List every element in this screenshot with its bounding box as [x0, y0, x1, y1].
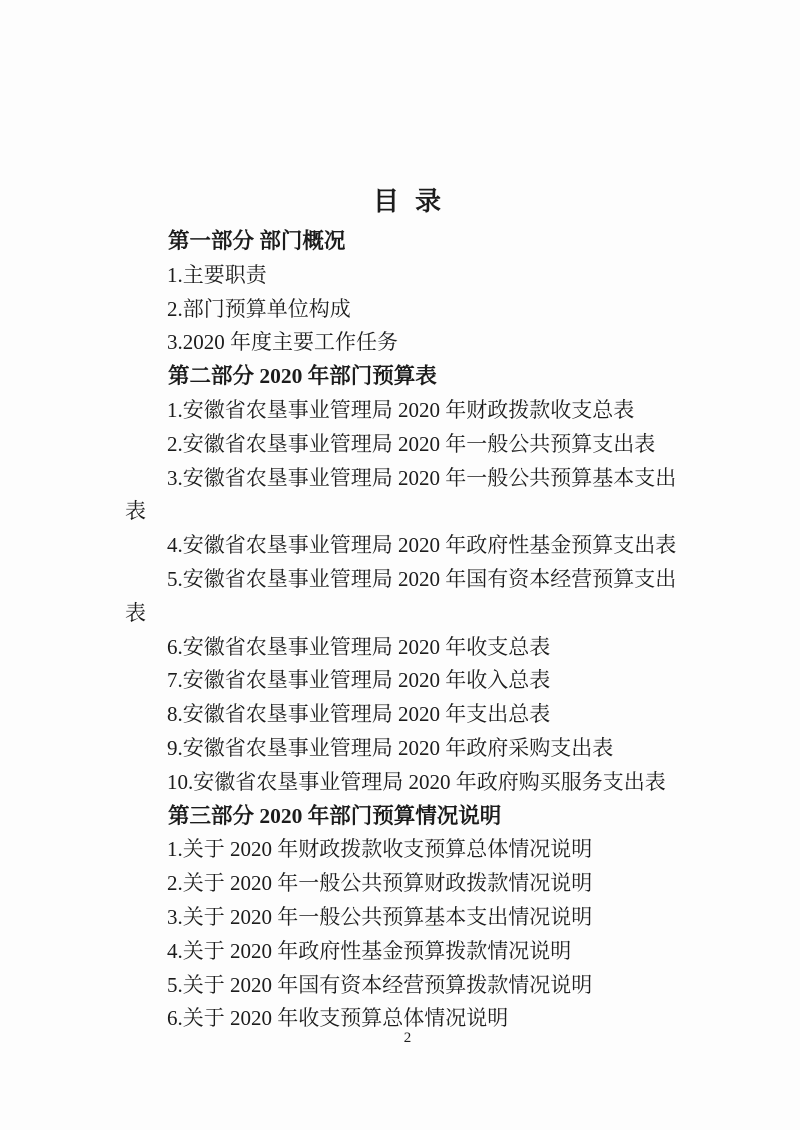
toc-entry-text: 3.关于 2020 年一般公共预算基本支出情况说明 [167, 904, 593, 929]
toc-entry [125, 631, 690, 665]
toc-entry [125, 326, 690, 360]
toc-entry [125, 867, 690, 901]
section-heading-part2: 第二部分 2020 年部门预算表 [168, 364, 437, 389]
toc-entry-text: 10.安徽省农垦事业管理局 2020 年政府购买服务支出表 [167, 769, 666, 794]
toc-entry-continuation: 表 [125, 600, 146, 625]
toc-entry [125, 259, 690, 293]
toc-entry [125, 698, 690, 732]
toc-entry [125, 766, 690, 800]
toc-entry-text: 2.部门预算单位构成 [167, 296, 351, 321]
toc-entry-text: 4.安徽省农垦事业管理局 2020 年政府性基金预算支出表 [167, 533, 677, 558]
toc-entry [125, 529, 690, 563]
toc-entry-text: 2.安徽省农垦事业管理局 2020 年一般公共预算支出表 [167, 431, 656, 456]
toc-entry [125, 664, 690, 698]
toc-entry [125, 563, 690, 631]
toc-entry [125, 901, 690, 935]
toc-entry-text: 8.安徽省农垦事业管理局 2020 年支出总表 [167, 702, 551, 727]
toc-entry-text: 9.安徽省农垦事业管理局 2020 年政府采购支出表 [167, 735, 614, 760]
toc-entry-text: 4.关于 2020 年政府性基金预算拨款情况说明 [167, 938, 572, 963]
toc-entry-text: 3.安徽省农垦事业管理局 2020 年一般公共预算基本支出 [167, 465, 677, 490]
toc-entry [125, 969, 690, 1003]
toc-entry-text: 1.主要职责 [167, 262, 267, 287]
toc-entry [125, 935, 690, 969]
toc-entry [125, 833, 690, 867]
page-number: 2 [403, 1030, 412, 1046]
toc-entry-text: 7.安徽省农垦事业管理局 2020 年收入总表 [167, 668, 551, 693]
toc-entry-continuation: 表 [125, 499, 146, 524]
toc-entry-text: 2.关于 2020 年一般公共预算财政拨款情况说明 [167, 871, 593, 896]
toc-entry [125, 462, 690, 530]
toc-entry-text: 6.关于 2020 年收支预算总体情况说明 [167, 1006, 509, 1031]
toc-entry [125, 394, 690, 428]
toc-entry-text: 1.安徽省农垦事业管理局 2020 年财政拨款收支总表 [167, 397, 635, 422]
toc-entry [125, 293, 690, 327]
toc-entry [125, 732, 690, 766]
toc-entry-text: 3.2020 年度主要工作任务 [167, 330, 398, 355]
section-heading-part3: 第三部分 2020 年部门预算情况说明 [168, 803, 502, 828]
toc-entry-text: 5.关于 2020 年国有资本经营预算拨款情况说明 [167, 972, 593, 997]
toc-entry-text: 5.安徽省农垦事业管理局 2020 年国有资本经营预算支出 [167, 566, 677, 591]
toc-entry [125, 428, 690, 462]
toc-entry-text: 1.关于 2020 年财政拨款收支预算总体情况说明 [167, 837, 593, 862]
page-title: 目 录 [372, 187, 442, 216]
section-heading-part1: 第一部分 部门概况 [168, 229, 346, 253]
toc-content [125, 0, 690, 1036]
toc-entry-text: 6.安徽省农垦事业管理局 2020 年收支总表 [167, 634, 551, 659]
table-of-contents [125, 225, 690, 1036]
